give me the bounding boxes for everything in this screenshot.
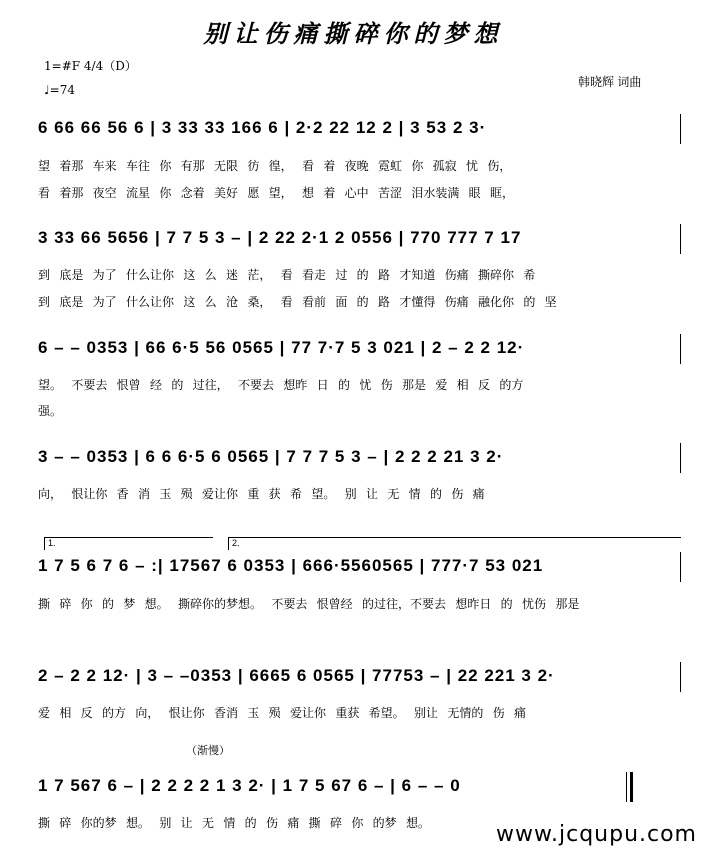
second-ending-bracket — [228, 537, 681, 550]
barline — [680, 334, 681, 364]
notation-line: 1 7 567 6 – | 2 2 2 2 1 3 2· | 1 7 5 67 6 – | 6 – – 0 — [38, 776, 461, 795]
second-ending-label: 2. — [232, 538, 240, 548]
notation-line: 1 7 5 6 7 6 – :| 17567 6 0353 | 666·5560565 | 777·7 53 021 — [38, 556, 544, 575]
first-ending-label: 1. — [48, 538, 56, 548]
barline — [680, 662, 681, 692]
expression-marking: （渐慢） — [186, 745, 230, 757]
notation-line: 3 33 66 5656 | 7 7 5 3 – | 2 22 2·1 2 0556 | 770 777 7 17 — [38, 228, 522, 247]
lyric-line: 爱 相 反 的方 向， 恨让你 香消 玉 殒 爱让你 重获 希望。 别让 无情的 伤 痛 — [38, 706, 527, 720]
notation-line: 6 66 66 56 6 | 3 33 33 166 6 | 2·2 22 12 2 | 3 53 2 3· — [38, 118, 487, 137]
notation-line: 6 – – 0353 | 66 6·5 56 0565 | 77 7·7 5 3 021 | 2 – 2 2 12· — [38, 338, 525, 357]
tempo-marking: ♩=74 — [44, 83, 75, 97]
final-barline-thin — [626, 772, 627, 802]
lyric-line: 撕 碎 你 的 梦 想。 撕碎你的梦想。 不要去 恨曾经 的过往，不要去 想昨日 的 忧伤 那是 — [38, 597, 580, 611]
barline — [680, 114, 681, 144]
notation-line: 2 – 2 2 12· | 3 – –0353 | 6665 6 0565 | 77753 – | 22 221 3 2· — [38, 666, 555, 685]
lyric-line: 撕 碎 你的梦 想。 别 让 无 情 的 伤 痛 撕 碎 你 的梦 想。 — [38, 816, 431, 830]
barline — [680, 224, 681, 254]
lyric-line: 到 底是 为了 什么让你 这 么 迷 茫， 看 看走 过 的 路 才知道 伤痛 撕碎你 希 — [38, 268, 536, 282]
lyric-line: 到 底是 为了 什么让你 这 么 沧 桑， 看 看前 面 的 路 才懂得 伤痛 融化你 的 坚 — [38, 295, 557, 309]
lyric-line: 向， 恨让你 香 消 玉 殒 爱让你 重 获 希 望。 别 让 无 情 的 伤 痛 — [38, 487, 485, 501]
composer-credit: 韩晓辉 词曲 — [578, 75, 642, 89]
barline — [680, 552, 681, 582]
watermark: www.jcqupu.com — [496, 822, 697, 847]
notation-line: 3 – – 0353 | 6 6 6·5 6 0565 | 7 7 7 5 3 – | 2 2 2 21 3 2· — [38, 447, 504, 466]
lyric-line: 望。 不要去 恨曾 经 的 过往， 不要去 想昨 日 的 忧 伤 那是 爱 相 反 的方 — [38, 378, 524, 392]
barline — [680, 443, 681, 473]
lyric-line: 强。 — [38, 404, 63, 418]
lyric-line: 看 着那 夜空 流星 你 念着 美好 愿 望， 想 着 心中 苦涩 泪水装满 眼 眶， — [38, 186, 515, 200]
key-signature: 1=#F 4/4（D） — [44, 59, 137, 73]
lyric-line: 望 着那 车来 车往 你 有那 无限 彷 徨， 看 着 夜晚 霓虹 你 孤寂 忧 伤， — [38, 159, 512, 173]
final-barline-thick — [630, 772, 633, 802]
song-title: 别让伤痛撕碎你的梦想 — [203, 19, 504, 48]
first-ending-bracket — [44, 537, 213, 550]
